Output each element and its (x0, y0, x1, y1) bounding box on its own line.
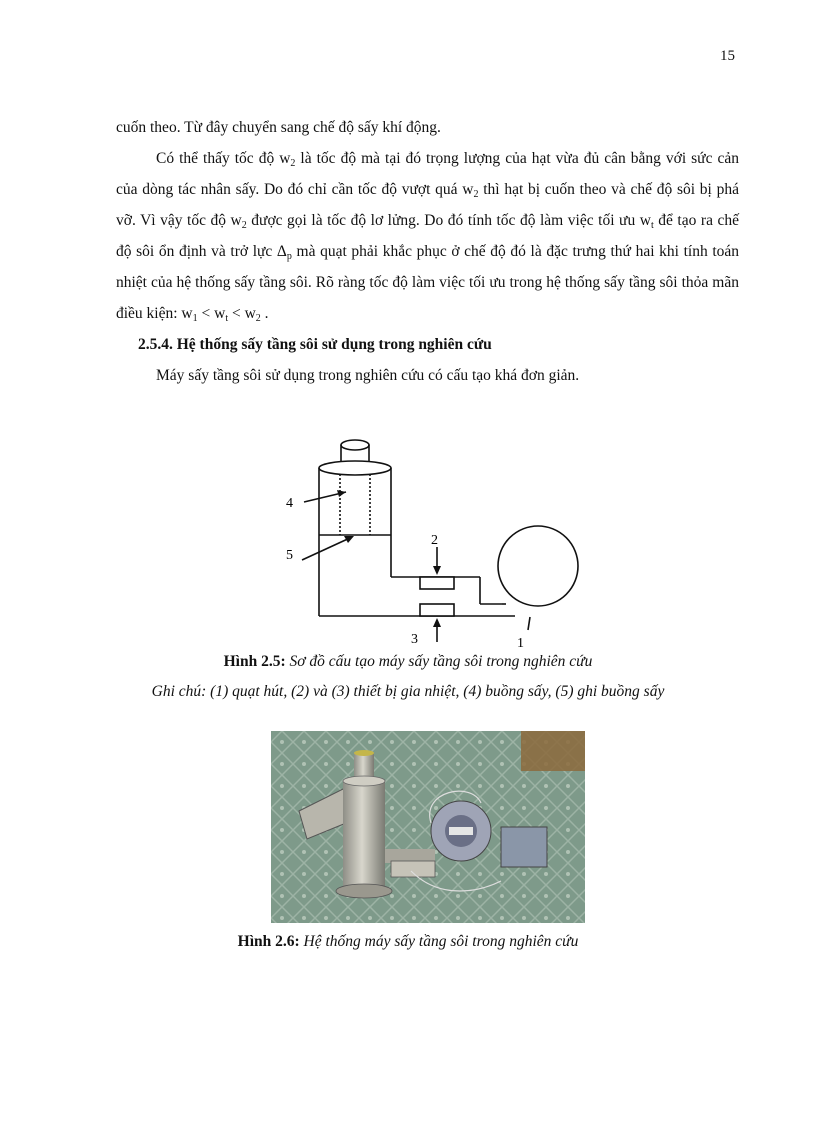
dryer-photo (271, 731, 585, 923)
chamber-top (319, 461, 391, 475)
page-number: 15 (720, 48, 735, 64)
outlet-pipe-top (341, 440, 369, 450)
figure-2-6-caption: Hình 2.6: Hệ thống máy sấy tầng sôi trong nghiên cứu (237, 933, 579, 950)
figure-2-5-caption: Hình 2.5: Sơ đồ cấu tạo máy sấy tầng sôi trong nghiên cứu (223, 653, 593, 670)
label-3: 3 (411, 632, 418, 647)
body-text (116, 112, 739, 391)
figure-2-5-note: Ghi chú: (1) quạt hút, (2) và (3) thiết bị gia nhiệt, (4) buồng sấy, (5) ghi buồng sấy (151, 683, 665, 700)
paragraph-intro: Máy sấy tầng sôi sử dụng trong nghiên cứu có cấu tạo khá đơn giản. (156, 367, 580, 384)
label-4: 4 (286, 496, 293, 511)
section-heading: 2.5.4. Hệ thống sấy tầng sôi sử dụng trong nghiên cứu (138, 336, 492, 353)
heater-2 (420, 577, 454, 589)
dryer-schematic (280, 432, 600, 652)
label-5: 5 (286, 548, 293, 563)
label-2: 2 (431, 533, 438, 548)
heater-3 (420, 604, 454, 616)
paragraph-continuation: cuốn theo. Từ đây chuyển sang chế độ sấy khí động. (116, 119, 441, 136)
paragraph-velocity: Có thể thấy tốc độ $w_2$ là tốc độ mà tại đó trọng lượng của hạt vừa đủ cân bằng với sức cản của dòng tác nhân sấy. Do đó chỉ cần tốc độ vượt quá $w_2$ thì hạt bị cuốn theo và chế độ sôi bị phá vỡ. Vì vậy tốc độ $w_2$ được gọi là tốc độ lơ lửng. Do đó tính tốc độ làm việc tối ưu $w_t$ để tạo ra chế độ sôi ổn định và trở lực $\Delta_p$ mà quạt phải khắc phục ở chế độ đó là đặc trưng thứ hai khi tính toán nhiệt của hệ thống sấy tầng sôi. Rõ ràng tốc độ làm việc tối ưu trong hệ thống sấy tầng sôi thỏa mãn điều kiện: $w_1 < w_t < w_2$ . (116, 150, 740, 324)
label-1: 1 (517, 636, 524, 651)
fan-housing (498, 526, 578, 606)
